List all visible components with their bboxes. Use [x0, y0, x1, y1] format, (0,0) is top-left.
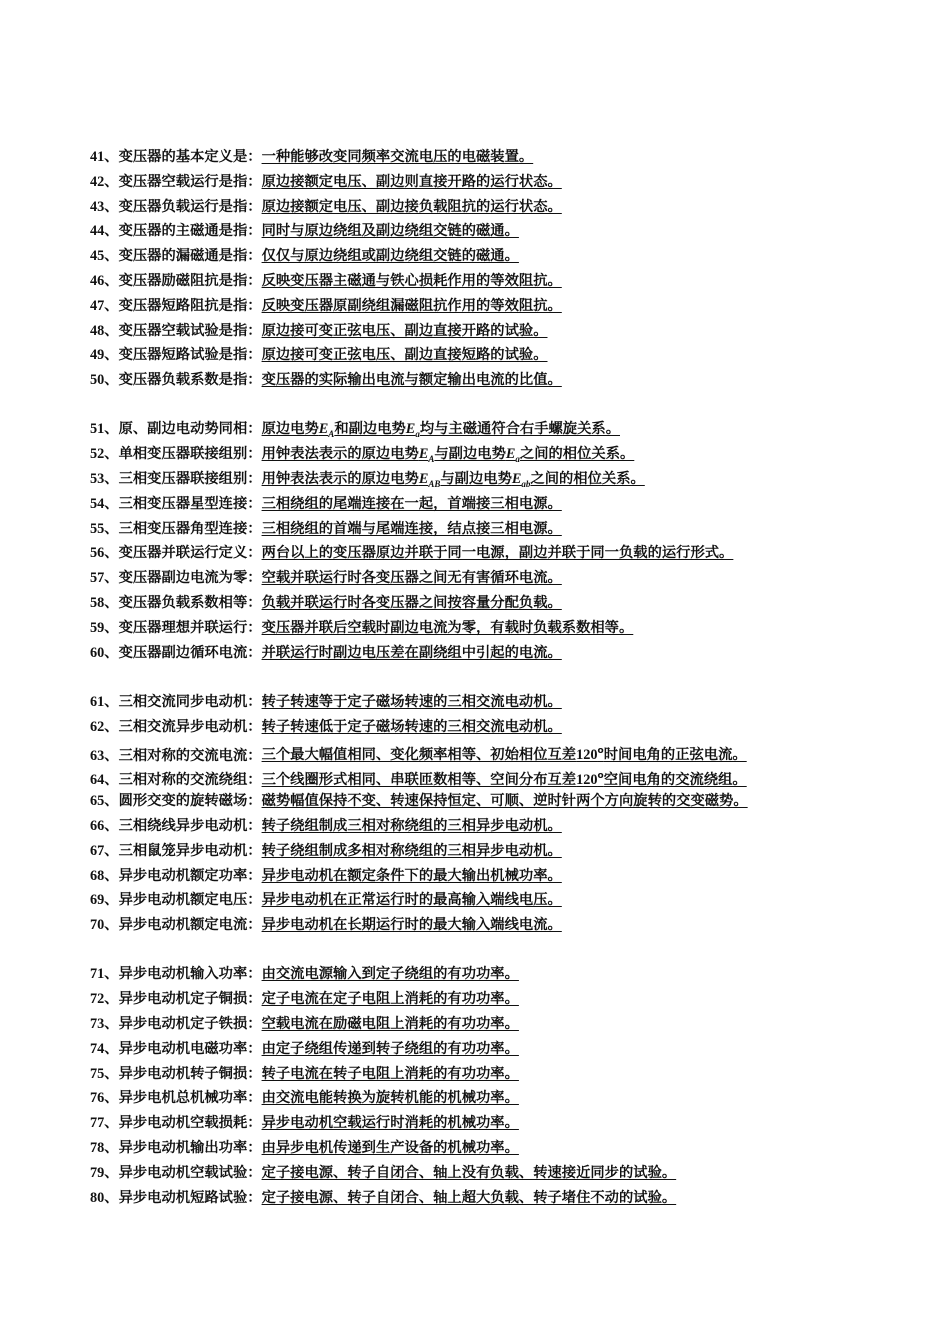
item-definition: 由交流电能转换为旋转机能的机械功率。 [261, 1090, 519, 1107]
item-term: 变压器的漏磁通是指： [118, 248, 262, 265]
item-term: 异步电动机短路试验： [118, 1189, 262, 1206]
definition-item: 54、三相变压器星型连接：三相绕组的尾端连接在一起，首端接三相电源。 [90, 495, 562, 512]
definition-item: 47、变压器短路阻抗是指：反映变压器原副绕组漏磁阻抗作用的等效阻抗。 [90, 297, 562, 314]
item-definition: 磁势幅值保持不变、转速保持恒定、可顺、逆时针两个方向旋转的交变磁势。 [261, 793, 748, 810]
item-term: 三相变压器星型连接： [118, 495, 262, 512]
definition-item: 41、变压器的基本定义是：一种能够改变同频率交流电压的电磁装置。 [90, 149, 534, 165]
definition-item: 63、三相对称的交流电流：三个最大幅值相同、变化频率相等、初始相位互差120$^o$时间电角的正弦电流。 [90, 746, 747, 764]
definition-item: 75、异步电动机转子铜损：转子电流在转子电阻上消耗的有功功率。 [90, 1065, 519, 1082]
item-number: 78 [90, 1139, 105, 1156]
item-definition: 变压器的实际输出电流与额定输出电流的比值。 [261, 372, 562, 389]
item-number: 61 [90, 693, 105, 710]
definition-item: 46、变压器励磁阻抗是指：反映变压器主磁通与铁心损耗作用的等效阻抗。 [90, 272, 562, 289]
definition-item: 58、变压器负载系数相等：负载并联运行时各变压器之间按容量分配负载。 [90, 595, 562, 612]
definition-item: 61、三相交流同步电动机：转子转速等于定子磁场转速的三相交流电动机。 [90, 693, 562, 710]
item-definition: 仅仅与原边绕组或副边绕组交链的磁通。 [261, 248, 519, 265]
item-term: 异步电动机电磁功率： [118, 1040, 262, 1057]
definition-item: 66、三相绕线异步电动机：转子绕组制成三相对称绕组的三相异步电动机。 [90, 817, 562, 834]
item-number: 69 [90, 892, 105, 909]
item-definition: 定子接电源、转子自闭合、轴上没有负载、转速接近同步的试验。 [261, 1164, 677, 1181]
item-definition: 异步电动机在额定条件下的最大输出机械功率。 [261, 867, 562, 884]
item-term: 单相变压器联接组别： [118, 446, 262, 463]
definition-group-transformer-connections [90, 417, 920, 665]
definition-group-transformer-basics [90, 145, 920, 393]
angle-value: 120 [576, 747, 598, 764]
item-definition: 原边接额定电压、副边接负载阻抗的运行状态。 [261, 198, 562, 215]
item-definition: 三个线圈形式相同、串联匝数相等、空间分布互差120$^o$空间电角的交流绕组。 [261, 771, 747, 789]
item-definition: 异步电动机在正常运行时的最高输入端线电压。 [261, 892, 562, 909]
item-definition: 空载并联运行时各变压器之间无有害循环电流。 [261, 570, 562, 587]
item-number: 52 [90, 446, 105, 463]
definition-item: 51、原、副边电动势同相：原边电势$E_A$和副边电势$E_a$均与主磁通符合右手螺旋关系。 [90, 421, 620, 440]
item-term: 变压器副边电流为零： [118, 570, 262, 587]
angle-value: 120 [576, 772, 598, 789]
item-definition: 由交流电源输入到定子绕组的有功功率。 [261, 966, 519, 983]
item-definition: 一种能够改变同频率交流电压的电磁装置。 [261, 149, 534, 165]
item-number: 62 [90, 718, 105, 735]
item-term: 异步电动机输入功率： [118, 966, 262, 983]
item-term: 异步电机总机械功率： [118, 1090, 262, 1107]
definition-item: 71、异步电动机输入功率：由交流电源输入到定子绕组的有功功率。 [90, 966, 519, 983]
item-number: 59 [90, 619, 105, 636]
item-definition: 转子绕组制成多相对称绕组的三相异步电动机。 [261, 842, 562, 859]
item-definition: 转子转速等于定子磁场转速的三相交流电动机。 [261, 693, 562, 710]
item-term: 三相变压器角型连接： [118, 520, 262, 537]
item-definition: 三相绕组的首端与尾端连接，结点接三相电源。 [261, 520, 562, 537]
item-term: 异步电动机额定电流： [118, 917, 262, 934]
item-definition: 用钟表法表示的原边电势$E_{AB}$与副边电势$E_{ab}$之间的相位关系。 [261, 471, 645, 489]
item-definition: 转子绕组制成三相对称绕组的三相异步电动机。 [261, 817, 562, 834]
definition-item: 65、圆形交变的旋转磁场：磁势幅值保持不变、转速保持恒定、可顺、逆时针两个方向旋转的交变磁势。 [90, 793, 748, 810]
item-term: 变压器负载运行是指： [118, 198, 262, 215]
item-term: 三相绕线异步电动机： [118, 817, 262, 834]
item-term: 异步电动机空载损耗： [118, 1115, 262, 1132]
item-number: 56 [90, 545, 105, 562]
emf-symbol: E [505, 446, 516, 463]
item-number: 43 [90, 198, 105, 215]
item-definition: 同时与原边绕组及副边绕组交链的磁通。 [261, 223, 519, 240]
item-number: 80 [90, 1189, 105, 1206]
item-number: 60 [90, 644, 105, 661]
item-term: 三相交流同步电动机： [118, 693, 262, 710]
emf-symbol: E [511, 471, 522, 488]
item-number: 68 [90, 867, 105, 884]
item-definition: 三相绕组的尾端连接在一起，首端接三相电源。 [261, 495, 562, 512]
item-term: 异步电动机转子铜损： [118, 1065, 262, 1082]
item-number: 49 [90, 347, 105, 364]
item-term: 变压器副边循环电流： [118, 644, 262, 661]
item-number: 50 [90, 372, 105, 389]
item-term: 变压器空载运行是指： [118, 173, 262, 190]
definition-group-async-motor-power [90, 962, 920, 1210]
definition-item: 72、异步电动机定子铜损：定子电流在定子电阻上消耗的有功功率。 [90, 991, 519, 1008]
emf-symbol: E [418, 471, 429, 488]
item-term: 三相变压器联接组别： [118, 471, 262, 488]
item-definition: 由定子绕组传递到转子绕组的有功功率。 [261, 1040, 519, 1057]
item-number: 55 [90, 520, 105, 537]
item-number: 47 [90, 297, 105, 314]
item-number: 74 [90, 1040, 105, 1057]
definition-item: 43、变压器负载运行是指：原边接额定电压、副边接负载阻抗的运行状态。 [90, 198, 562, 215]
definition-item: 79、异步电动机空载试验：定子接电源、转子自闭合、轴上没有负载、转速接近同步的试验。 [90, 1164, 677, 1181]
definition-item: 55、三相变压器角型连接：三相绕组的首端与尾端连接，结点接三相电源。 [90, 520, 562, 537]
emf-symbol: E [318, 421, 329, 438]
item-definition: 并联运行时副边电压差在副绕组中引起的电流。 [261, 644, 562, 661]
definition-item: 78、异步电动机输出功率：由异步电机传递到生产设备的机械功率。 [90, 1139, 519, 1156]
definition-item: 62、三相交流异步电动机：转子转速低于定子磁场转速的三相交流电动机。 [90, 718, 562, 735]
item-number: 58 [90, 595, 105, 612]
item-definition: 转子电流在转子电阻上消耗的有功功率。 [261, 1065, 519, 1082]
item-number: 63 [90, 747, 105, 764]
item-number: 65 [90, 793, 105, 810]
item-term: 变压器的基本定义是： [118, 149, 262, 165]
item-term: 变压器励磁阻抗是指： [118, 272, 262, 289]
item-term: 变压器短路试验是指： [118, 347, 262, 364]
item-term: 三相交流异步电动机： [118, 718, 262, 735]
item-definition: 定子电流在定子电阻上消耗的有功功率。 [261, 991, 519, 1008]
definition-item: 44、变压器的主磁通是指：同时与原边绕组及副边绕组交链的磁通。 [90, 223, 519, 240]
item-definition: 异步电动机空载运行时消耗的机械功率。 [261, 1115, 519, 1132]
item-term: 变压器空载试验是指： [118, 322, 262, 339]
item-term: 异步电动机空载试验： [118, 1164, 262, 1181]
item-number: 53 [90, 471, 105, 488]
definition-item: 74、异步电动机电磁功率：由定子绕组传递到转子绕组的有功功率。 [90, 1040, 519, 1057]
item-definition: 定子接电源、转子自闭合、轴上超大负载、转子堵住不动的试验。 [261, 1189, 677, 1206]
item-definition: 空载电流在励磁电阻上消耗的有功功率。 [261, 1016, 519, 1032]
item-number: 66 [90, 817, 105, 834]
item-definition: 转子转速低于定子磁场转速的三相交流电动机。 [261, 718, 562, 735]
item-term: 变压器理想并联运行： [118, 619, 262, 636]
item-term: 变压器的主磁通是指： [118, 223, 262, 240]
emf-symbol: E [418, 446, 429, 463]
item-definition: 负载并联运行时各变压器之间按容量分配负载。 [261, 595, 562, 612]
definition-item: 48、变压器空载试验是指：原边接可变正弦电压、副边直接开路的试验。 [90, 322, 548, 339]
item-term: 变压器负载系数是指： [118, 372, 262, 389]
item-definition: 反映变压器原副绕组漏磁阻抗作用的等效阻抗。 [261, 297, 562, 314]
item-term: 三相鼠笼异步电动机： [118, 842, 262, 859]
definition-item: 59、变压器理想并联运行：变压器并联后空载时副边电流为零，有载时负载系数相等。 [90, 619, 634, 636]
definition-item: 45、变压器的漏磁通是指：仅仅与原边绕组或副边绕组交链的磁通。 [90, 248, 519, 265]
item-term: 变压器并联运行定义： [118, 545, 262, 562]
item-number: 51 [90, 421, 105, 438]
item-number: 57 [90, 570, 105, 587]
item-number: 72 [90, 991, 105, 1008]
definition-item: 77、异步电动机空载损耗：异步电动机空载运行时消耗的机械功率。 [90, 1115, 519, 1132]
item-number: 71 [90, 966, 105, 983]
item-term: 三相对称的交流绕组： [118, 772, 262, 789]
definition-item: 56、变压器并联运行定义：两台以上的变压器原边并联于同一电源，副边并联于同一负载的运行形式。 [90, 545, 734, 562]
item-term: 异步电动机额定电压： [118, 892, 262, 909]
item-number: 76 [90, 1090, 105, 1107]
item-number: 48 [90, 322, 105, 339]
item-term: 三相对称的交流电流： [118, 747, 262, 764]
item-definition: 原边电势$E_A$和副边电势$E_a$均与主磁通符合右手螺旋关系。 [261, 421, 620, 440]
item-number: 77 [90, 1115, 105, 1132]
item-definition: 两台以上的变压器原边并联于同一电源，副边并联于同一负载的运行形式。 [261, 545, 734, 562]
item-definition: 原边接可变正弦电压、副边直接开路的试验。 [261, 322, 548, 339]
definition-item: 76、异步电机总机械功率：由交流电能转换为旋转机能的机械功率。 [90, 1090, 519, 1107]
definition-item: 68、异步电动机额定功率：异步电动机在额定条件下的最大输出机械功率。 [90, 867, 562, 884]
emf-symbol: E [405, 421, 416, 438]
item-term: 异步电动机输出功率： [118, 1139, 262, 1156]
definition-item: 60、变压器副边循环电流：并联运行时副边电压差在副绕组中引起的电流。 [90, 644, 562, 661]
item-definition: 由异步电机传递到生产设备的机械功率。 [261, 1139, 519, 1156]
item-term: 异步电动机定子铜损： [118, 991, 262, 1008]
item-number: 54 [90, 495, 105, 512]
item-term: 原、副边电动势同相： [118, 421, 262, 438]
item-number: 41 [90, 149, 105, 165]
item-number: 42 [90, 173, 105, 190]
item-term: 变压器负载系数相等： [118, 595, 262, 612]
definition-item: 80、异步电动机短路试验：定子接电源、转子自闭合、轴上超大负载、转子堵住不动的试验。 [90, 1189, 677, 1206]
item-definition: 三个最大幅值相同、变化频率相等、初始相位互差120$^o$时间电角的正弦电流。 [261, 746, 747, 764]
item-number: 45 [90, 248, 105, 265]
item-number: 73 [90, 1016, 105, 1032]
definition-item: 53、三相变压器联接组别：用钟表法表示的原边电势$E_{AB}$与副边电势$E_{ab}$之间的相位关系。 [90, 471, 645, 489]
definition-item: 70、异步电动机额定电流：异步电动机在长期运行时的最大输入端线电流。 [90, 917, 562, 934]
item-number: 79 [90, 1164, 105, 1181]
definition-item: 67、三相鼠笼异步电动机：转子绕组制成多相对称绕组的三相异步电动机。 [90, 842, 562, 859]
item-term: 圆形交变的旋转磁场： [118, 793, 262, 810]
definition-item: 57、变压器副边电流为零：空载并联运行时各变压器之间无有害循环电流。 [90, 570, 562, 587]
definition-item: 73、异步电动机定子铁损：空载电流在励磁电阻上消耗的有功功率。 [90, 1016, 519, 1032]
definition-item: 49、变压器短路试验是指：原边接可变正弦电压、副边直接短路的试验。 [90, 347, 548, 364]
item-definition: 异步电动机在长期运行时的最大输入端线电流。 [261, 917, 562, 934]
item-definition: 原边接额定电压、副边则直接开路的运行状态。 [261, 173, 562, 190]
item-number: 44 [90, 223, 105, 240]
item-definition: 反映变压器主磁通与铁心损耗作用的等效阻抗。 [261, 272, 562, 289]
item-definition: 用钟表法表示的原边电势$E_A$与副边电势$E_a$之间的相位关系。 [261, 446, 635, 465]
definition-item: 50、变压器负载系数是指：变压器的实际输出电流与额定输出电流的比值。 [90, 372, 562, 389]
definition-group-ac-motors [90, 690, 920, 938]
item-term: 异步电动机额定功率： [118, 867, 262, 884]
item-number: 67 [90, 842, 105, 859]
item-number: 46 [90, 272, 105, 289]
definition-item: 64、三相对称的交流绕组：三个线圈形式相同、串联匝数相等、空间分布互差120$^o$空间电角的交流绕组。 [90, 771, 747, 789]
item-term: 异步电动机定子铁损： [118, 1016, 262, 1032]
item-term: 变压器短路阻抗是指： [118, 297, 262, 314]
definition-item: 52、单相变压器联接组别：用钟表法表示的原边电势$E_A$与副边电势$E_a$之间的相位关系。 [90, 446, 635, 465]
item-number: 64 [90, 772, 105, 789]
item-definition: 变压器并联后空载时副边电流为零，有载时负载系数相等。 [261, 619, 634, 636]
item-number: 70 [90, 917, 105, 934]
item-definition: 原边接可变正弦电压、副边直接短路的试验。 [261, 347, 548, 364]
definition-item: 69、异步电动机额定电压：异步电动机在正常运行时的最高输入端线电压。 [90, 892, 562, 909]
definitions-document [90, 145, 920, 1235]
definition-item: 42、变压器空载运行是指：原边接额定电压、副边则直接开路的运行状态。 [90, 173, 562, 190]
item-number: 75 [90, 1065, 105, 1082]
